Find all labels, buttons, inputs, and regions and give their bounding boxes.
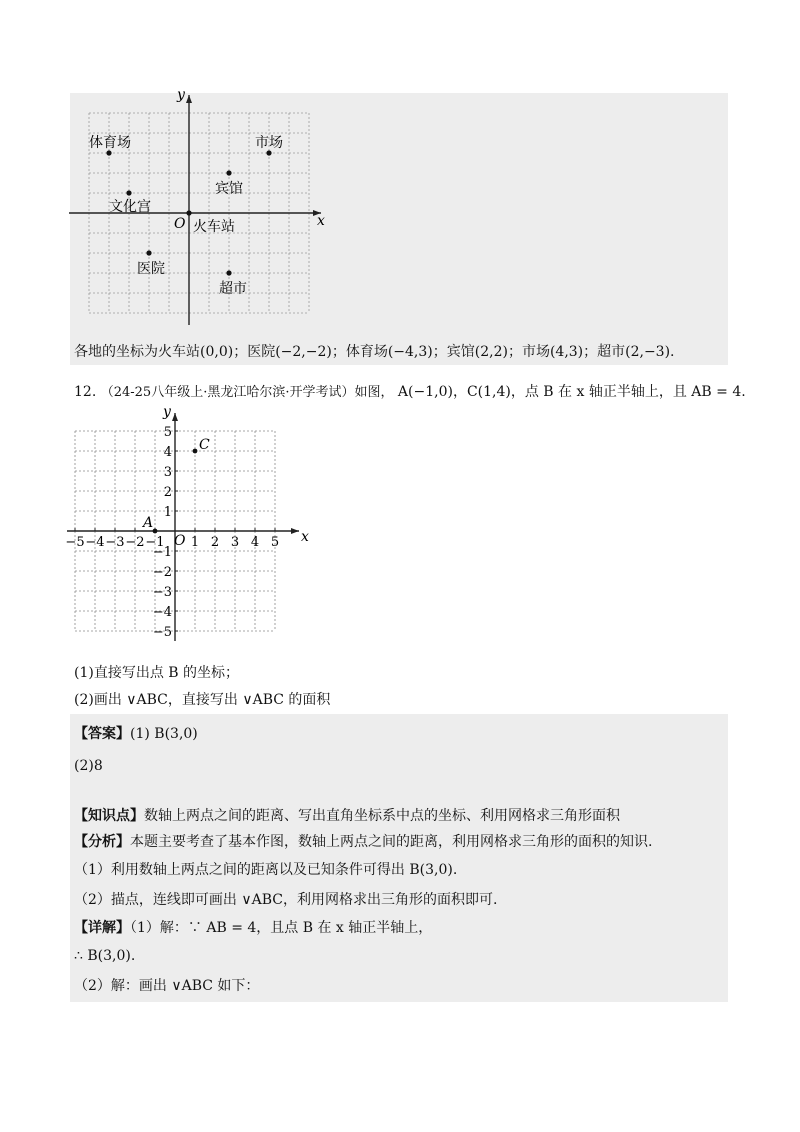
place-point <box>226 270 231 275</box>
x-tick-label: −2 <box>125 535 145 550</box>
place-point <box>146 250 151 255</box>
answer-line-2: (2)8 <box>74 758 103 774</box>
y-tick-label: −3 <box>152 585 172 600</box>
x-axis-arrow <box>291 528 299 534</box>
x-tick-label: 3 <box>230 535 240 550</box>
place-label: 市场 <box>255 135 283 151</box>
place-point <box>266 150 271 155</box>
point-A <box>153 529 158 534</box>
x-tick-label: −5 <box>65 535 85 550</box>
sub-question-2: (2)画出 ∨ABC，直接写出 ∨ABC 的面积 <box>74 692 331 708</box>
y-tick-label: −1 <box>152 545 172 560</box>
x-tick-label: −4 <box>85 535 105 550</box>
answer-part1: (1) B(3,0) <box>130 726 198 742</box>
detail-line-3: （2）解：画出 ∨ABC 如下： <box>74 978 260 994</box>
knowledge-line <box>74 806 620 826</box>
y-tick-label: 4 <box>163 445 172 460</box>
place-point <box>126 190 131 195</box>
analysis-step-2: （2）描点，连线即可画出 ∨ABC，利用网格求出三角形的面积即可. <box>74 892 498 908</box>
origin-label: O <box>174 533 186 549</box>
place-label: 医院 <box>137 261 165 277</box>
x-tick-label: −3 <box>105 535 125 550</box>
question-given: A(−1,0)，C(1,4)，点 B 在 x 轴正半轴上，且 AB = 4. <box>397 384 746 400</box>
answer-line-1 <box>74 724 198 744</box>
sub-question-1: (1)直接写出点 B 的坐标； <box>74 665 240 681</box>
analysis-text: 本题主要考查了基本作图，数轴上两点之间的距离，利用网格求三角形的面积的知识. <box>130 834 653 850</box>
x-tick-label: 4 <box>250 535 260 550</box>
x-tick-label: 2 <box>210 535 220 550</box>
origin-label: O <box>174 216 186 232</box>
analysis-label: 【分析】 <box>74 834 130 850</box>
knowledge-label: 【知识点】 <box>74 808 144 824</box>
y-axis-label: y <box>163 404 171 420</box>
place-point <box>186 210 191 215</box>
y-tick-label: 2 <box>163 485 172 500</box>
y-axis-arrow <box>186 95 192 103</box>
question-number: 12. <box>74 384 97 400</box>
place-label: 火车站 <box>193 219 235 235</box>
fig2-axes <box>67 404 309 641</box>
places-coordinate-figure <box>70 86 350 336</box>
y-tick-label: 5 <box>163 425 172 440</box>
x-axis-label: x <box>317 213 325 229</box>
knowledge-text: 数轴上两点之间的距离、写出直角坐标系中点的坐标、利用网格求三角形面积 <box>144 808 620 824</box>
detail-label: 【详解】 <box>74 920 130 936</box>
abc-coordinate-figure <box>65 400 330 648</box>
place-label: 文化宫 <box>109 199 151 215</box>
point-label-A: A <box>143 515 154 531</box>
detail-text-1: （1）解：∵ AB = 4，且点 B 在 x 轴正半轴上， <box>130 920 433 936</box>
place-point <box>226 170 231 175</box>
x-tick-label: −1 <box>145 535 165 550</box>
fig1-axes <box>69 87 325 325</box>
place-label: 体育场 <box>89 135 131 151</box>
solution-block <box>70 714 728 1002</box>
y-tick-label: 3 <box>163 465 172 480</box>
point-label-C: C <box>199 437 210 453</box>
analysis-step-1: （1）利用数轴上两点之间的距离以及已知条件可得出 B(3,0). <box>74 862 458 878</box>
fig2-ticks <box>65 425 279 640</box>
x-tick-label: 1 <box>190 535 200 550</box>
detail-line-2: ∴ B(3,0). <box>74 948 136 964</box>
question-source: （24-25八年级上·黑龙江哈尔滨·开学考试）如图， <box>100 385 394 400</box>
y-axis-label: y <box>177 87 185 103</box>
y-tick-label: −4 <box>152 605 172 620</box>
answer-label: 【答案】 <box>74 726 130 742</box>
prev-answer-coordinates: 各地的坐标为火车站(0,0)；医院(−2,−2)；体育场(−4,3)；宾馆(2,2)；市场(4,3)；超市(2,−3). <box>74 344 675 360</box>
x-tick-label: 5 <box>270 535 280 550</box>
y-tick-label: −2 <box>152 565 172 580</box>
y-tick-label: 1 <box>163 505 172 520</box>
detail-line-1 <box>74 918 432 938</box>
y-tick-label: −5 <box>152 625 172 640</box>
analysis-line <box>74 832 652 852</box>
place-point <box>106 150 111 155</box>
x-axis-label: x <box>301 529 309 545</box>
point-C <box>193 449 198 454</box>
y-axis-arrow <box>172 413 178 421</box>
place-label: 宾馆 <box>215 181 243 197</box>
fig1-points <box>89 134 283 297</box>
place-label: 超市 <box>219 281 247 297</box>
